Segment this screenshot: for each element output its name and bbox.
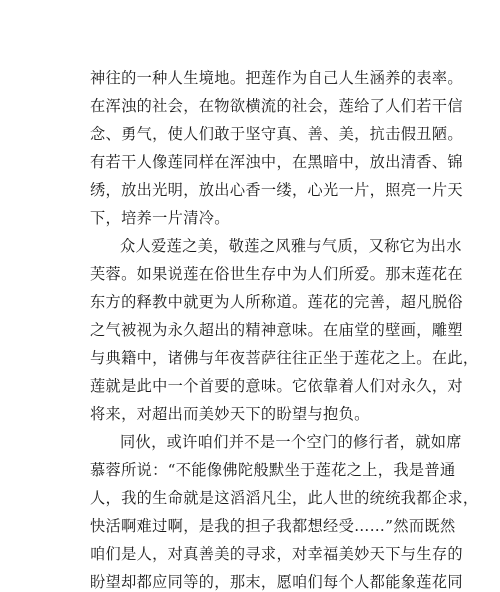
text-line: 在浑浊的社会，在物欲横流的社会，莲给了人们若干信: [90, 97, 463, 115]
text-line: 咱们是人，对真善美的寻求，对幸福美妙天下与生存的: [90, 545, 463, 563]
text-line: 下，培养一片清冷。: [90, 209, 230, 227]
text-line: 念、勇气，使人们敢于坚守真、善、美，抗击假丑陋。: [90, 125, 463, 143]
text-line: 芙蓉。如果说莲在俗世生存中为人们所爱。那末莲花在: [90, 265, 463, 283]
text-line: 绣，放出光明，放出心香一缕，心光一片，照亮一片天: [90, 181, 463, 199]
text-line: 有若干人像莲同样在浑浊中，在黑暗中，放出清香、锦: [90, 153, 463, 171]
text-line: 快活啊难过啊，是我的担子我都想经受……”然而既然: [90, 517, 456, 535]
text-line: 东方的释教中就更为人所称道。莲花的完善，超凡脱俗: [90, 293, 463, 311]
paragraph-first-line: 同伙，或许咱们并不是一个空门的修行者，就如席: [120, 433, 462, 451]
text-line: 人，我的生命就是这滔滔凡尘，此人世的统统我都企求，: [90, 489, 479, 507]
text-line: 莲就是此中一个首要的意味。它依靠着人们对永久，对: [90, 377, 463, 395]
text-line: 将来，对超出而美妙天下的盼望与抱负。: [90, 405, 370, 423]
text-line: 之气被视为永久超出的精神意味。在庙堂的壁画，雕塑: [90, 321, 463, 339]
text-line: 与典籍中，诸佛与年夜菩萨往往正坐于莲花之上。在此，: [90, 349, 479, 367]
text-line: 神往的一种人生境地。把莲作为自己人生涵养的表率。: [90, 69, 463, 87]
text-line: 慕蓉所说：“不能像佛陀般默坐于莲花之上，我是普通: [90, 461, 456, 479]
paragraph-first-line: 众人爱莲之美，敬莲之风雅与气质，又称它为出水: [120, 237, 462, 255]
text-line: 盼望却都应同等的，那末，愿咱们每个人都能象莲花同: [90, 573, 463, 591]
